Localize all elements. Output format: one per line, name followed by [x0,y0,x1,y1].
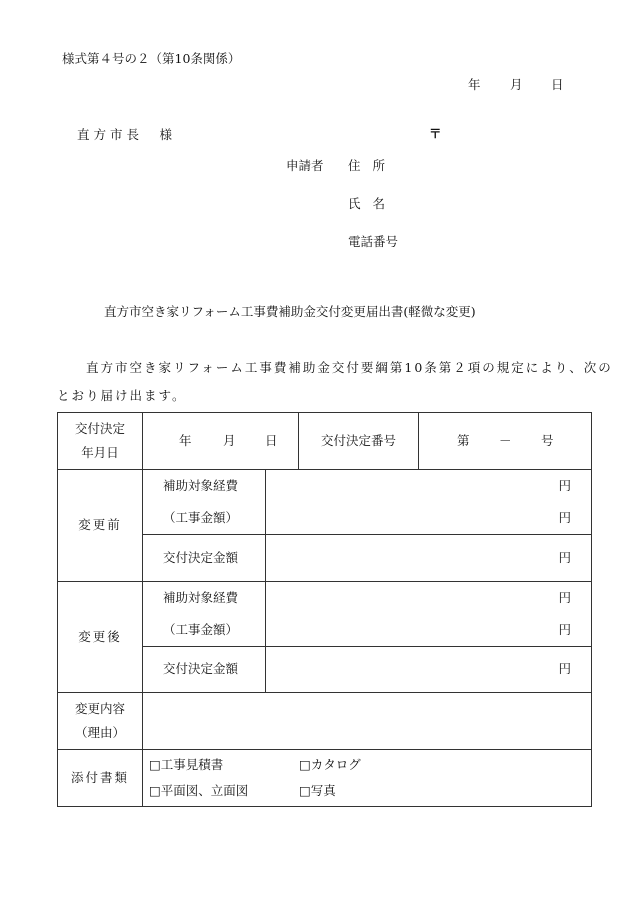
before-cost-values[interactable] [266,470,592,535]
change-content-label-line2: （理由） [74,725,125,740]
before-label: 変更前 [58,470,143,582]
attachment-estimate-checkbox[interactable]: □工事見積書 [149,756,224,772]
after-construction-amount-label: （工事金額） [163,622,239,637]
before-construction-amount-label: （工事金額） [163,510,239,525]
decision-number-dash: － [499,433,512,448]
change-content-label-line1: 変更内容 [74,701,125,716]
decision-year: 年 [179,433,192,448]
after-grant-amount-value[interactable] [266,647,592,693]
attachments-list [143,750,592,807]
body-text-line-1: 直方市空き家リフォーム工事費補助金交付要綱第10条第２項の規定により、次の [86,360,613,375]
after-cost-row [58,582,592,647]
decision-date-label-line1: 交付決定 [74,421,125,436]
after-eligible-cost-value[interactable] [266,582,591,614]
date-month-label: 月 [510,77,523,92]
applicant-role-label: 申請者 [286,158,324,173]
before-cost-row [58,470,592,535]
attachment-photos-checkbox[interactable]: □写真 [299,782,336,798]
postal-mark: 〒 [429,126,442,141]
decision-row [58,413,592,470]
before-cost-labels [143,470,266,535]
decision-date-label [58,413,143,470]
attachments-row [58,750,592,807]
address-label: 住 所 [348,158,389,173]
body-text-line-2: とおり届け出ます。 [57,388,187,403]
change-notification-table [57,412,592,807]
before-grant-amount-value[interactable] [266,535,592,582]
change-content-row [58,693,592,750]
attachment-drawings-checkbox[interactable]: □平面図、立面図 [149,782,249,798]
decision-number-label: 交付決定番号 [299,413,419,470]
date-day-label: 日 [551,77,564,92]
decision-day: 日 [265,433,278,448]
document-title: 直方市空き家リフォーム工事費補助金交付変更届出書(軽微な変更) [104,304,476,319]
before-eligible-cost-label: 補助対象経費 [163,478,239,493]
name-label: 氏 名 [348,196,389,211]
after-eligible-cost-label: 補助対象経費 [163,590,239,605]
after-construction-amount-value[interactable] [266,614,591,646]
change-content-value[interactable] [143,693,592,750]
after-grant-amount-label: 交付決定金額 [143,647,266,693]
yen-unit: 円 [558,478,571,493]
yen-unit: 円 [558,661,571,676]
phone-label: 電話番号 [348,234,399,249]
form-number: 様式第４号の２（第10条関係） [62,51,241,66]
yen-unit: 円 [558,622,571,637]
attachment-catalog-checkbox[interactable]: □カタログ [299,756,361,772]
decision-date-label-line2: 年月日 [81,445,119,460]
before-grant-amount-label: 交付決定金額 [143,535,266,582]
addressee: 直方市長 様 [77,127,177,142]
decision-date-value[interactable] [143,413,299,470]
decision-number-suffix: 号 [541,433,554,448]
attachments-label: 添付書類 [58,750,143,807]
before-construction-amount-value[interactable] [266,502,591,534]
after-cost-values[interactable] [266,582,592,647]
before-eligible-cost-value[interactable] [266,470,591,502]
date-year-label: 年 [468,77,481,92]
after-cost-labels [143,582,266,647]
after-label: 変更後 [58,582,143,693]
yen-unit: 円 [558,510,571,525]
yen-unit: 円 [558,550,571,565]
decision-month: 月 [223,433,236,448]
decision-number-prefix: 第 [457,433,470,448]
decision-number-value[interactable] [419,413,592,470]
change-content-label [58,693,143,750]
yen-unit: 円 [558,590,571,605]
